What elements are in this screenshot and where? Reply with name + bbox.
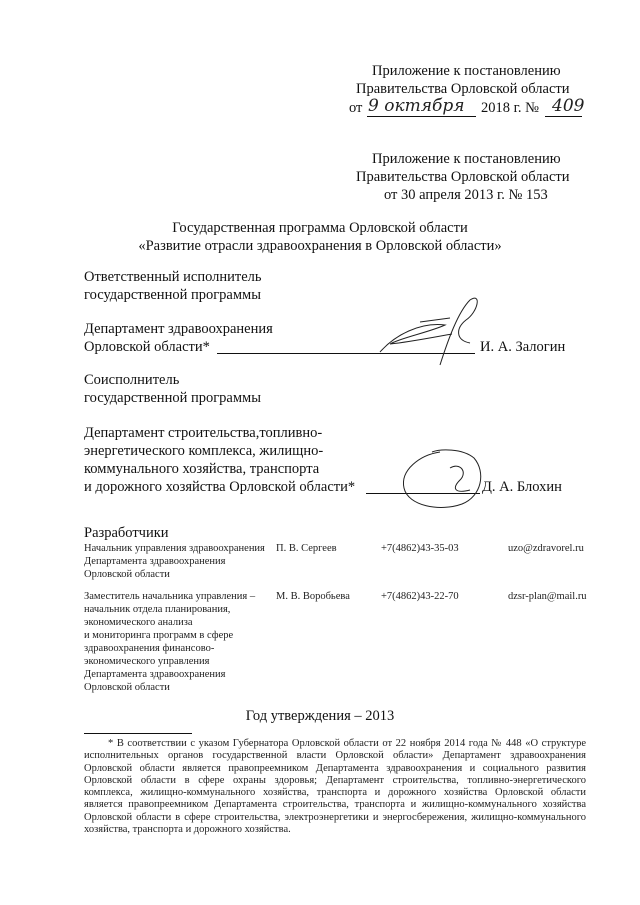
developer-2-position-1: Заместитель начальника управления – <box>84 591 256 602</box>
stamp-date-suffix: 2018 г. № <box>481 100 540 116</box>
footnote <box>84 738 586 836</box>
responsible-org-2: Орловской области* <box>84 339 210 355</box>
developer-2-position-3: экономического анализа <box>84 617 193 628</box>
developer-1-position-1: Начальник управления здравоохранения <box>84 543 265 554</box>
handwritten-number: 409 <box>552 96 585 116</box>
developer-2-position-4: и мониторинга программ в сфере <box>84 630 234 641</box>
coexecutor-org-3: коммунального хозяйства, транспорта <box>84 461 320 477</box>
footnote-separator <box>84 733 192 734</box>
developer-1-position-3: Орловской области <box>84 569 170 580</box>
handwritten-date: 9 октября <box>368 96 465 116</box>
orig-stamp-line-2: Правительства Орловской области <box>356 169 570 185</box>
developer-1-email: uzo@zdravorel.ru <box>508 543 584 554</box>
stamp-date-prefix: от <box>349 100 363 116</box>
approval-year: Год утверждения – 2013 <box>245 708 395 724</box>
coexecutor-org-4: и дорожного хозяйства Орловской области* <box>84 479 356 495</box>
developer-2-phone: +7(4862)43-22-70 <box>381 591 459 602</box>
developer-2-name: М. В. Воробьева <box>276 591 350 602</box>
developer-2-position-5: здравоохранения финансово- <box>84 643 215 654</box>
developer-1-name: П. В. Сергеев <box>276 543 337 554</box>
footnote-text: * В соответствии с указом Губернатора Орловской области от 22 ноября 2014 года № 448 «О структуре исполнительных органов государственной власти Орловской области» Департамент здравоохранения Орловской области является правопреемником Департамента здравоохранения и социального развития Орловской области в сфере охраны здоровья; Департамент строительства, топливно-энергетического комплекса, жилищно-коммунального хозяйства, транспорта и дорожного хозяйства Орловской области является правопреемником Департамента строительства, транспорта и жилищно-коммунального хозяйства Орловской области в сфере строительства, электроэнергетики и энергосбережения, жилищно-коммунального хозяйства, транспорта и дорожного хозяйства. <box>84 738 586 836</box>
developer-1-position-2: Департамента здравоохранения <box>84 556 226 567</box>
coexecutor-signer: Д. А. Блохин <box>482 479 562 495</box>
developer-2-position-6: экономического управления <box>84 656 210 667</box>
developer-1-phone: +7(4862)43-35-03 <box>381 543 459 554</box>
orig-stamp-line-3: от 30 апреля 2013 г. № 153 <box>384 187 548 203</box>
orig-stamp-line-1: Приложение к постановлению <box>372 151 561 167</box>
program-title-line-1: Государственная программа Орловской области <box>172 220 468 236</box>
stamp-line-1: Приложение к постановлению <box>372 63 561 79</box>
developer-2-position-8: Орловской области <box>84 682 170 693</box>
coexecutor-org-1: Департамент строительства,топливно- <box>84 425 323 441</box>
developers-heading: Разработчики <box>84 525 169 541</box>
stamp-line-2: Правительства Орловской области <box>356 81 570 97</box>
responsible-heading-1: Ответственный исполнитель <box>84 269 262 285</box>
developer-2-email: dzsr-plan@mail.ru <box>508 591 587 602</box>
coexecutor-heading-2: государственной программы <box>84 390 261 406</box>
program-title-line-2: «Развитие отрасли здравоохранения в Орловской области» <box>138 238 502 254</box>
developer-2-position-7: Департамента здравоохранения <box>84 669 226 680</box>
responsible-heading-2: государственной программы <box>84 287 261 303</box>
coexecutor-heading-1: Соисполнитель <box>84 372 180 388</box>
responsible-signer: И. А. Залогин <box>480 339 566 355</box>
responsible-org-1: Департамент здравоохранения <box>84 321 273 337</box>
coexecutor-org-2: энергетического комплекса, жилищно- <box>84 443 324 459</box>
developer-2-position-2: начальник отдела планирования, <box>84 604 231 615</box>
